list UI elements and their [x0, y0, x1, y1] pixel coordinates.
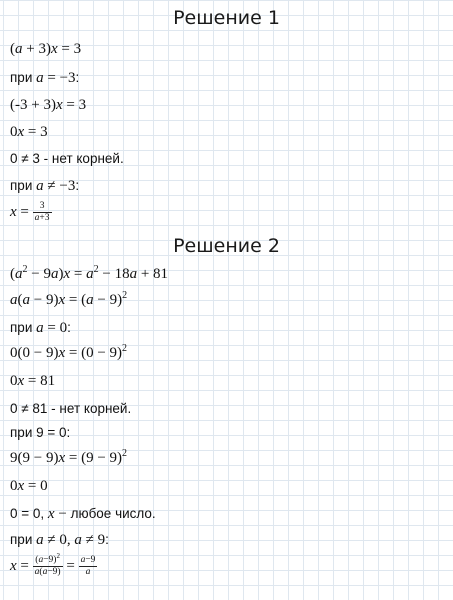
- case-line: при a = −3:: [10, 70, 80, 86]
- equation-line: $(a^2 - 9a)x = a^2 - 18a + 81$: [10, 264, 169, 282]
- case-line: при 9 = 0:: [10, 425, 71, 440]
- case-prefix: при: [10, 532, 33, 547]
- case-prefix: при: [10, 70, 33, 85]
- no-roots-line: 0 ≠ 81 - нет корней.: [10, 401, 132, 416]
- equation-line: $0(0 - 9)x = (0 - 9)^2$: [10, 343, 128, 361]
- equation-line: $a(a - 9)x = (a - 9)^2$: [10, 290, 128, 308]
- equation-line: 0x = 81: [10, 373, 56, 389]
- solution-1-title: Решение 1: [173, 7, 280, 29]
- fraction: $\frac{(a-9)^2}{a(a-9)}$: [34, 552, 61, 577]
- equation-line: 0x = 3: [10, 124, 48, 140]
- equation-line: $9(9 - 9)x = (9 - 9)^2$: [10, 448, 128, 466]
- no-roots-line: 0 ≠ 3 - нет корней.: [10, 151, 124, 166]
- case-line: при a ≠ −3:: [10, 178, 80, 194]
- solution-2-title: Решение 2: [173, 235, 280, 257]
- any-number-text: любое число.: [70, 506, 156, 521]
- fraction: $\frac{a-9}{a}$: [80, 555, 96, 577]
- case-line: при a = 0:: [10, 320, 71, 336]
- case-line: при a ≠ 0, a ≠ 9:: [10, 532, 109, 548]
- case-prefix: при: [10, 320, 33, 335]
- any-number-line: 0 = 0, x − любое число.: [10, 506, 156, 522]
- equation-line: (a + 3)x = 3: [10, 41, 82, 57]
- answer-line: x = $\frac{3}{a+3}$: [10, 201, 50, 223]
- case-prefix: при: [10, 178, 33, 193]
- fraction: $\frac{3}{a+3}$: [34, 201, 50, 223]
- answer-line: x = $\frac{(a-9)^2}{a(a-9)}$ = $\frac{a-9}{a}$: [10, 552, 96, 577]
- equation-line: (-3 + 3)x = 3: [10, 97, 87, 113]
- equation-line: 0x = 0: [10, 478, 48, 494]
